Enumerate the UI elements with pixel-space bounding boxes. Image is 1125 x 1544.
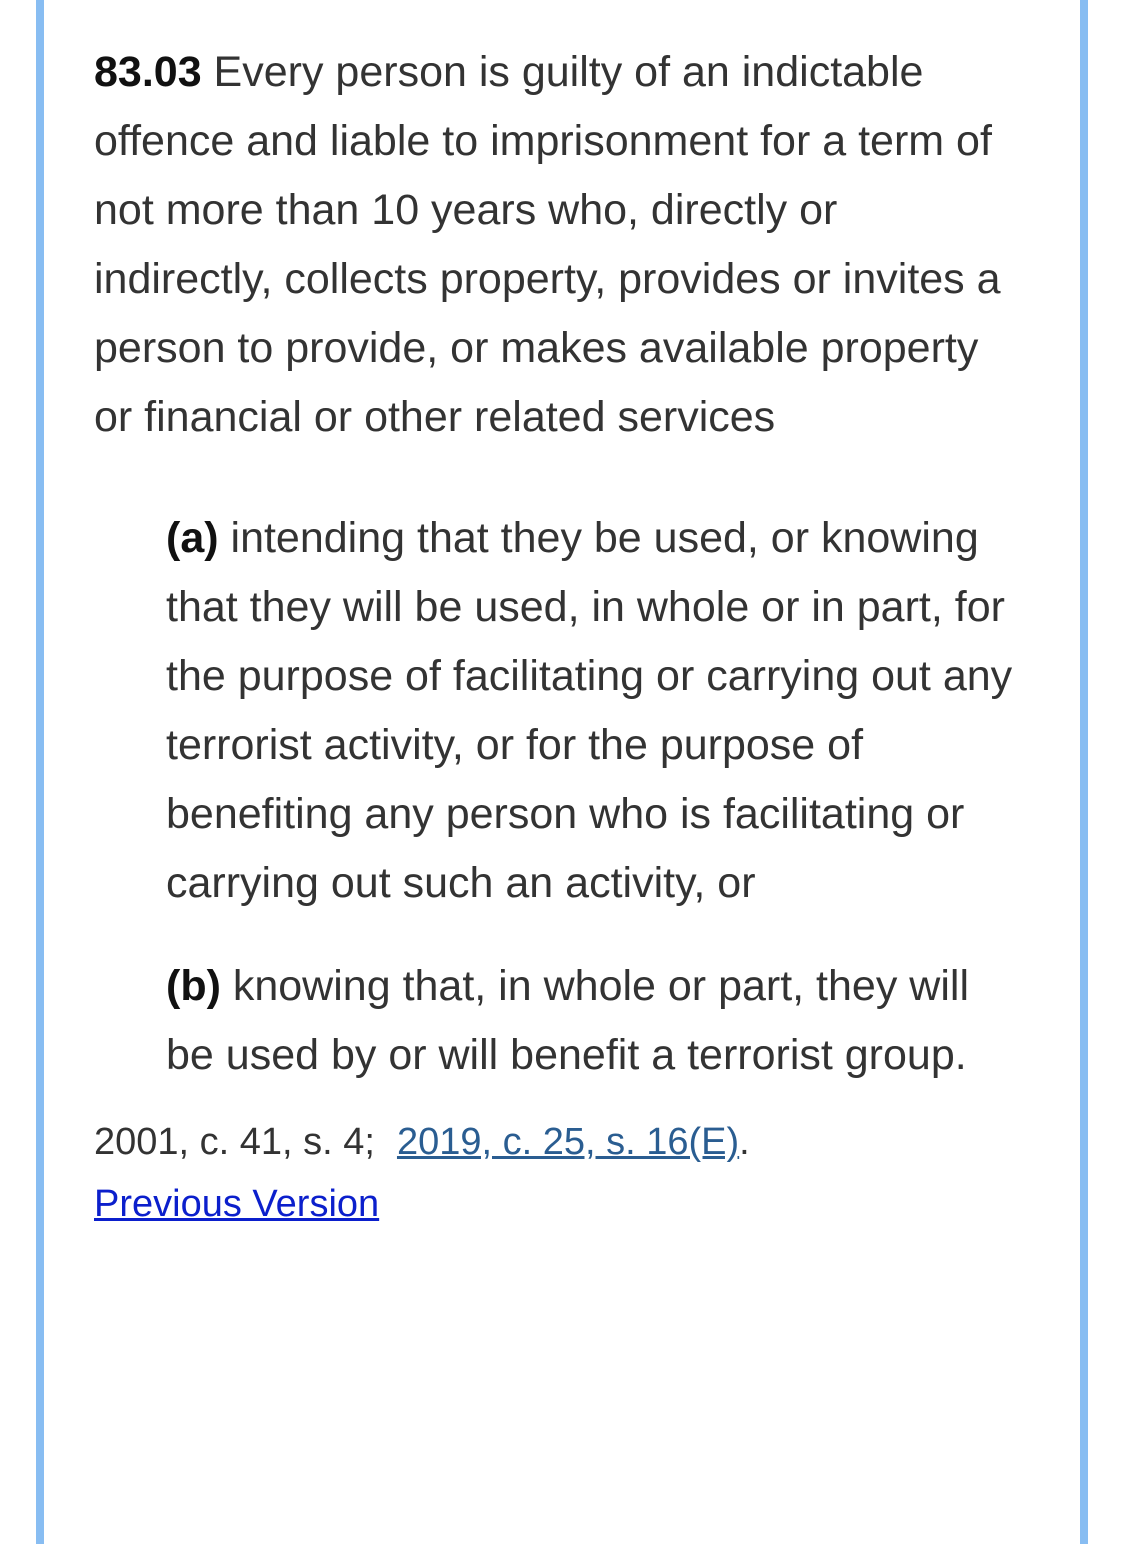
section-body: Every person is guilty of an indictable offence and liable to imprisonment for a term of not more than 10 years who, directly or indirectly, collects property, provides or invites a person to provide, or makes available property or financial or other related services <box>94 48 1001 441</box>
history-note <box>94 1112 1024 1172</box>
previous-version-link[interactable]: Previous Version <box>94 1183 380 1225</box>
amendment-link[interactable]: 2019, c. 25, s. 16(E) <box>396 1121 740 1163</box>
paragraph-a <box>94 504 1024 918</box>
section-83-03 <box>94 38 1024 452</box>
history-trailing: . <box>739 1121 750 1163</box>
right-border-rule <box>1080 0 1088 1544</box>
paragraph-b <box>94 952 1016 1090</box>
paragraph-b-label: (b) <box>166 962 221 1010</box>
history-original: 2001, c. 41, s. 4; <box>94 1121 375 1163</box>
paragraph-b-text: knowing that, in whole or part, they will be used by or will benefit a terrorist group. <box>166 962 969 1079</box>
left-border-rule <box>36 0 44 1544</box>
paragraph-a-text: intending that they be used, or knowing that they will be used, in whole or in part, for the purpose of facilitating or carrying out any terrorist activity, or for the purpose of benefiting any person who is facilitating or carrying out such an activity, or <box>166 514 1013 907</box>
section-number: 83.03 <box>94 48 202 96</box>
paragraph-a-label: (a) <box>166 514 219 562</box>
section-content <box>94 38 1024 1236</box>
